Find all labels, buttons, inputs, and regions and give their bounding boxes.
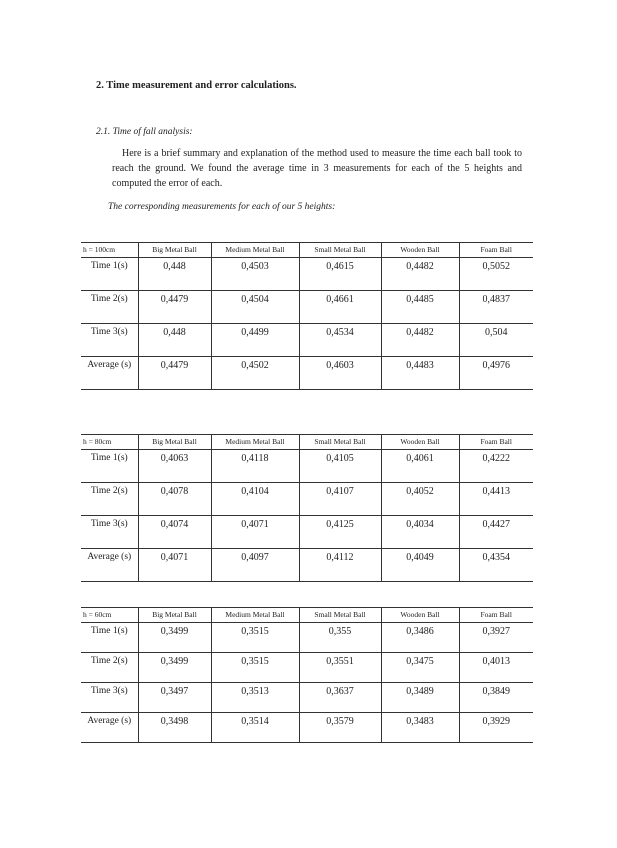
table-column-header: Foam Ball [459,243,533,258]
table-cell: 0,3579 [299,713,381,743]
table-cell: 0,4034 [381,516,459,549]
table-cell: 0,4049 [381,549,459,582]
table-cell: 0,4427 [459,516,533,549]
table-row [81,653,533,683]
table-row [81,357,533,390]
table-column-header: Small Metal Ball [299,608,381,623]
table-cell: 0,3849 [459,683,533,713]
table-cell: 0,3486 [381,623,459,653]
table-column-header: Wooden Ball [381,243,459,258]
table-row [81,623,533,653]
table-height-header: h = 60cm [81,608,138,623]
table-cell: 0,3515 [211,623,299,653]
table-header-row [81,435,533,450]
table-cell: 0,4071 [138,549,211,582]
table-cell: 0,4104 [211,483,299,516]
table-cell: 0,4603 [299,357,381,390]
table-cell: 0,355 [299,623,381,653]
table-row [81,483,533,516]
table-column-header: Big Metal Ball [138,435,211,450]
row-label: Average (s) [81,713,138,743]
table-cell: 0,4107 [299,483,381,516]
table-height-header: h = 80cm [81,435,138,450]
table-cell: 0,3513 [211,683,299,713]
table-height-100cm [81,242,533,390]
table-cell: 0,3637 [299,683,381,713]
subsection-heading: 2.1. Time of fall analysis: [96,127,193,137]
summary-paragraph: Here is a brief summary and explanation of the method used to measure the time each ball took to reach the ground. We found the average time in 3 measurements for each of the 5 heights and computed the error of each. [112,148,522,189]
table-cell: 0,4485 [381,291,459,324]
table-cell: 0,4615 [299,258,381,291]
table-height-60cm [81,607,533,743]
table-cell: 0,4354 [459,549,533,582]
table-cell: 0,4074 [138,516,211,549]
table-header-row [81,243,533,258]
table-cell: 0,3483 [381,713,459,743]
table-column-header: Wooden Ball [381,435,459,450]
row-label: Average (s) [81,357,138,390]
table-cell: 0,3929 [459,713,533,743]
table-cell: 0,448 [138,324,211,357]
table-cell: 0,3498 [138,713,211,743]
table-row [81,450,533,483]
section-heading: 2. Time measurement and error calculations. [96,80,297,91]
table-cell: 0,4837 [459,291,533,324]
row-label: Time 3(s) [81,324,138,357]
table-height-header: h = 100cm [81,243,138,258]
table-cell: 0,4063 [138,450,211,483]
table-cell: 0,4013 [459,653,533,683]
row-label: Time 2(s) [81,483,138,516]
table-caption: The corresponding measurements for each of our 5 heights: [108,202,336,212]
table-column-header: Medium Metal Ball [211,608,299,623]
table-column-header: Small Metal Ball [299,435,381,450]
table-column-header: Foam Ball [459,435,533,450]
table-height-80cm [81,434,533,582]
table-cell: 0,4112 [299,549,381,582]
table-cell: 0,4504 [211,291,299,324]
table-cell: 0,4118 [211,450,299,483]
table-cell: 0,4661 [299,291,381,324]
table-row [81,549,533,582]
table-column-header: Medium Metal Ball [211,243,299,258]
table-row [81,713,533,743]
table-column-header: Big Metal Ball [138,243,211,258]
row-label: Time 3(s) [81,516,138,549]
table-row [81,683,533,713]
row-label: Time 1(s) [81,450,138,483]
table-cell: 0,4105 [299,450,381,483]
table-cell: 0,4222 [459,450,533,483]
table-cell: 0,3499 [138,623,211,653]
row-label: Time 1(s) [81,623,138,653]
table-row [81,291,533,324]
table-cell: 0,4482 [381,324,459,357]
table-cell: 0,4479 [138,357,211,390]
table-cell: 0,3489 [381,683,459,713]
table-row [81,258,533,291]
table-cell: 0,4097 [211,549,299,582]
table-cell: 0,4061 [381,450,459,483]
table-row [81,516,533,549]
table-cell: 0,3497 [138,683,211,713]
table-cell: 0,4499 [211,324,299,357]
row-label: Time 3(s) [81,683,138,713]
table-cell: 0,3927 [459,623,533,653]
table-cell: 0,4078 [138,483,211,516]
table-cell: 0,4052 [381,483,459,516]
table-column-header: Small Metal Ball [299,243,381,258]
table-header-row [81,608,533,623]
table-cell: 0,4482 [381,258,459,291]
table-cell: 0,4534 [299,324,381,357]
table-cell: 0,4503 [211,258,299,291]
table-row [81,324,533,357]
row-label: Time 2(s) [81,291,138,324]
row-label: Average (s) [81,549,138,582]
table-column-header: Big Metal Ball [138,608,211,623]
table-cell: 0,504 [459,324,533,357]
table-cell: 0,4976 [459,357,533,390]
table-cell: 0,3515 [211,653,299,683]
table-cell: 0,3475 [381,653,459,683]
table-column-header: Foam Ball [459,608,533,623]
table-cell: 0,4483 [381,357,459,390]
row-label: Time 2(s) [81,653,138,683]
table-cell: 0,4479 [138,291,211,324]
table-cell: 0,3499 [138,653,211,683]
table-column-header: Medium Metal Ball [211,435,299,450]
table-cell: 0,4413 [459,483,533,516]
row-label: Time 1(s) [81,258,138,291]
table-column-header: Wooden Ball [381,608,459,623]
table-cell: 0,5052 [459,258,533,291]
table-cell: 0,4502 [211,357,299,390]
table-cell: 0,4125 [299,516,381,549]
table-cell: 0,3551 [299,653,381,683]
table-cell: 0,3514 [211,713,299,743]
table-cell: 0,4071 [211,516,299,549]
table-cell: 0,448 [138,258,211,291]
